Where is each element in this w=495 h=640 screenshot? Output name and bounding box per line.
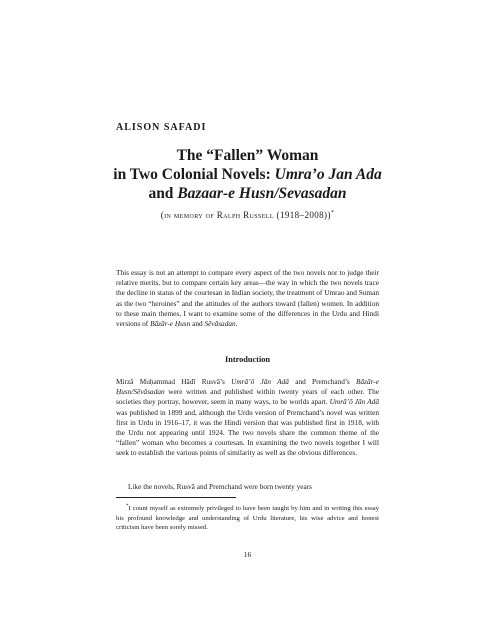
title-line-1: The “Fallen” Woman (176, 147, 319, 164)
memorial-dedication: (in memory of Ralph Russell (1918–2008))* (160, 210, 335, 220)
footnote-marker: * (330, 210, 335, 216)
title-line-2: in Two Colonial Novels: Umra’o Jan Ada (113, 166, 382, 183)
title-line-3: and Bazaar-e Husn/Sevasadan (148, 185, 347, 202)
page-number: 16 (243, 550, 252, 559)
section-heading-introduction: Introduction (224, 355, 271, 364)
footnote-divider (116, 497, 236, 498)
introduction-paragraph-2: Like the novels, Rusvā and Premchand were born twenty years (128, 482, 312, 491)
article-title (90, 146, 405, 203)
introduction-paragraph: Mirzā Muḥammad Hādī Rusvā’s Umrā’ō Jān Adā and Premchand’s Bāzār-e Ḥusn/Sēvāsadan were written and published within twenty years of each other. The societies they portray, however, seem in many ways, to be worlds apart. Umrā’ō Jān Adā was published in 1899 and, although the Urdu version of Premchand’s novel was written first in Urdu in 1916–17, it was the Hindi version that was published first in 1918, with the Urdu not appearing until 1924. The two novels share the common theme of the “fallen” woman who becomes a courtesan. In examining the two novels together I will seek to establish the various points of similarity as well as the obvious differences. (116, 377, 379, 458)
author-name: ALISON SAFADI (116, 122, 207, 133)
abstract-paragraph: This essay is not an attempt to compare every aspect of the two novels nor to judge their relative merits, but to compare certain key areas—the way in which the two novels trace the decline in status of the courtesan in Indian society, the treatment of Umrao and Suman as the two “heroines” and the attitudes of the authors toward (fallen) women. In addition to these main themes, I want to examine some of the differences in the Urdu and Hindi versions of Bāzār-e Ḥusn and Sēvāsadan. (116, 268, 379, 329)
footnote: *I count myself as extremely privileged to have been taught by him and in writing this essay his profound knowledge and understanding of Urdu literature, his wise advice and honest criticism have been sorely missed. (116, 504, 379, 532)
